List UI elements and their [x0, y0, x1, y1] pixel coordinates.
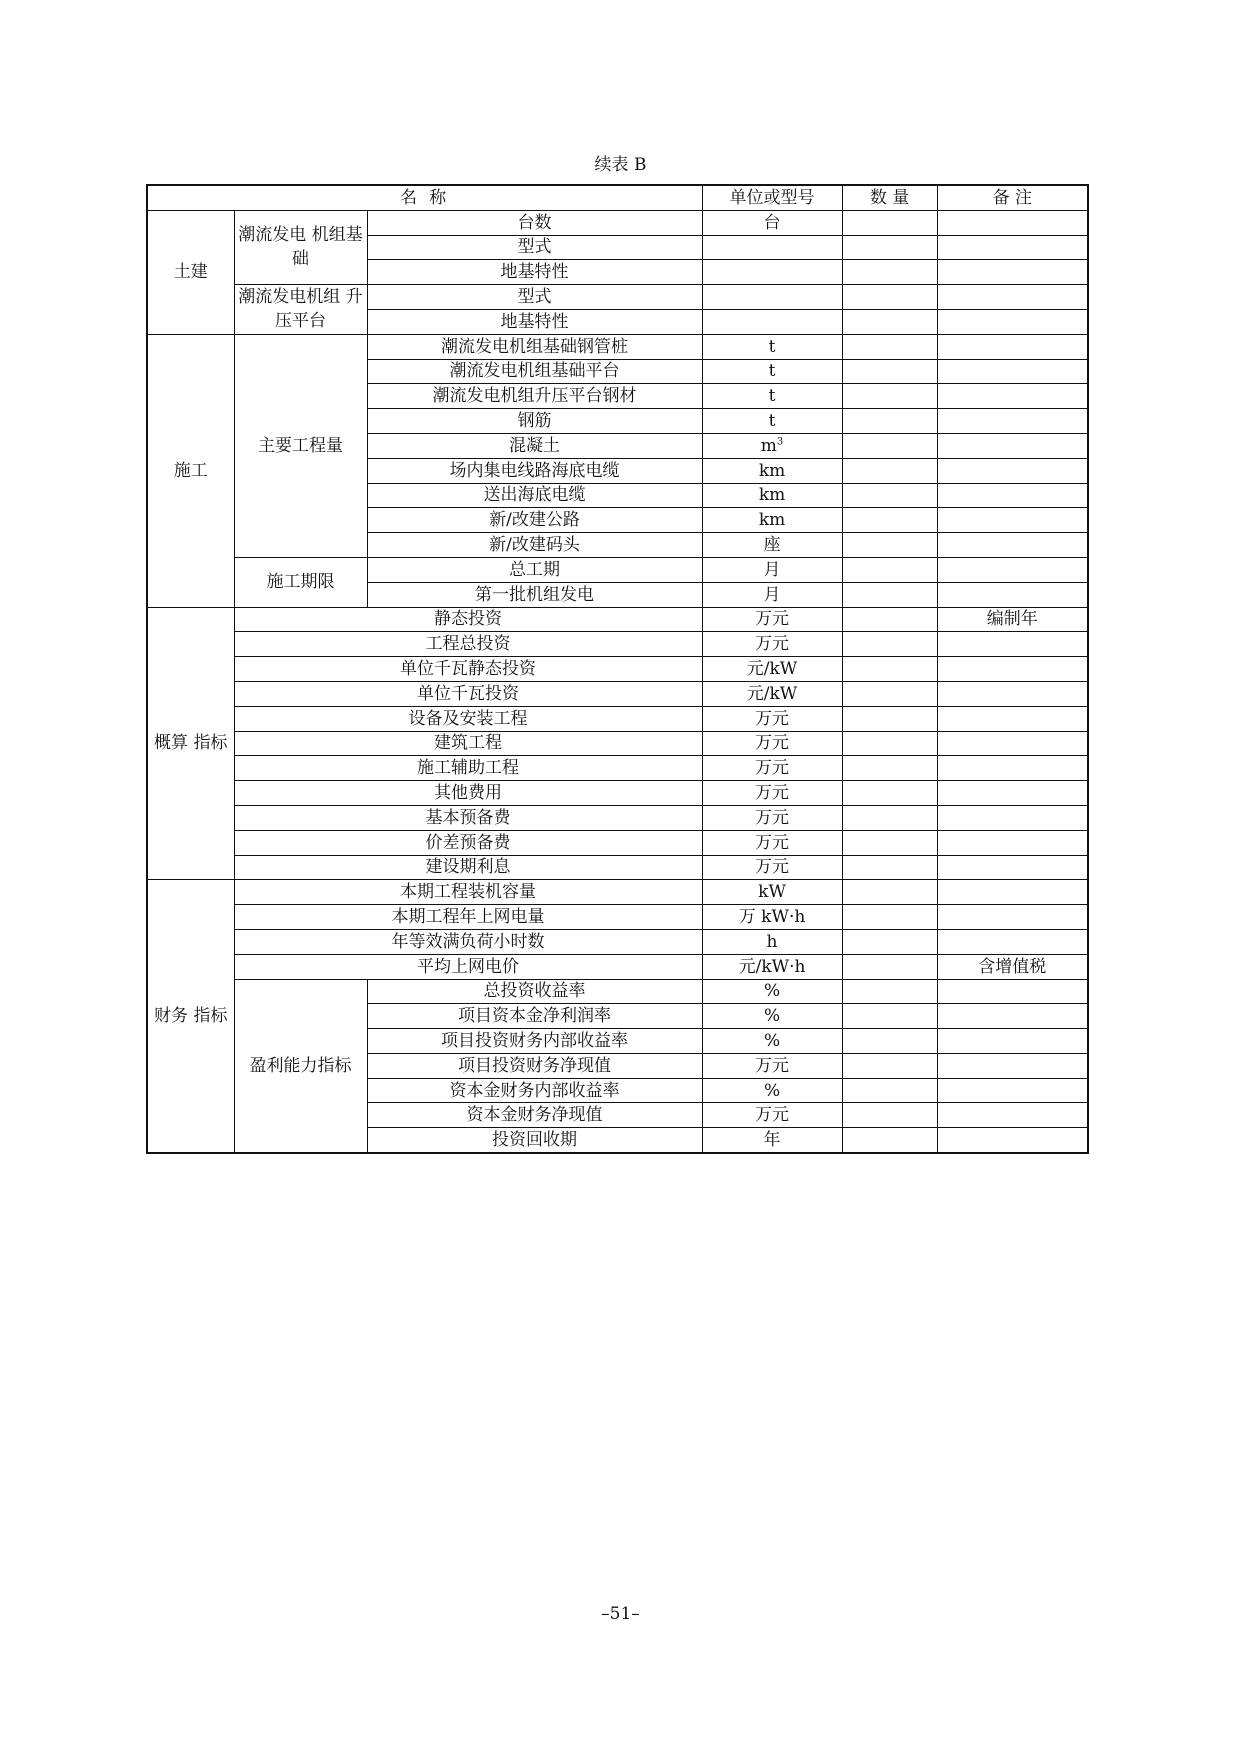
note-cell — [937, 756, 1088, 781]
unit-cell — [702, 235, 842, 260]
qty-cell — [842, 681, 937, 706]
unit-cell — [702, 905, 842, 930]
table-row — [147, 334, 1088, 359]
table-row — [147, 632, 1088, 657]
note-cell — [937, 409, 1088, 434]
note-cell — [937, 979, 1088, 1004]
qty-cell — [842, 359, 937, 384]
unit-cell — [702, 607, 842, 632]
header-note: 备 注 — [937, 185, 1088, 210]
group-label: 施工期限 — [234, 557, 367, 607]
table-row — [147, 905, 1088, 930]
table-row — [147, 954, 1088, 979]
item-name: 送出海底电缆 — [367, 483, 702, 508]
qty-cell — [842, 458, 937, 483]
unit-cell — [702, 433, 842, 458]
unit-text: t — [768, 386, 776, 407]
unit-cell — [702, 285, 842, 310]
unit-text: 万元 — [755, 1055, 790, 1076]
unit-cell — [702, 1004, 842, 1029]
note-cell — [937, 359, 1088, 384]
unit-cell — [702, 681, 842, 706]
note-cell — [937, 1053, 1088, 1078]
note-cell — [937, 805, 1088, 830]
note-cell: 编制年 — [937, 607, 1088, 632]
note-cell — [937, 582, 1088, 607]
table-row — [147, 285, 1088, 310]
note-cell — [937, 830, 1088, 855]
qty-cell — [842, 805, 937, 830]
unit-cell — [702, 582, 842, 607]
note-cell — [937, 657, 1088, 682]
item-name: 年等效满负荷小时数 — [234, 929, 702, 954]
unit-text: 月 — [763, 559, 781, 580]
unit-cell — [702, 309, 842, 334]
unit-text: 年 — [763, 1130, 781, 1151]
item-name: 本期工程装机容量 — [234, 880, 702, 905]
item-name: 建设期利息 — [234, 855, 702, 880]
unit-text: h — [766, 931, 778, 952]
note-cell — [937, 781, 1088, 806]
qty-cell — [842, 607, 937, 632]
unit-cell — [702, 483, 842, 508]
unit-text: 万 kW·h — [738, 907, 806, 927]
qty-cell — [842, 557, 937, 582]
unit-text: 万元 — [755, 807, 790, 828]
unit-cell — [702, 781, 842, 806]
qty-cell — [842, 235, 937, 260]
unit-cell — [702, 805, 842, 830]
qty-cell — [842, 979, 937, 1004]
table-row — [147, 756, 1088, 781]
unit-cell — [702, 880, 842, 905]
item-name: 型式 — [367, 235, 702, 260]
qty-cell — [842, 756, 937, 781]
note-cell — [937, 557, 1088, 582]
qty-cell — [842, 433, 937, 458]
unit-cell — [702, 508, 842, 533]
unit-cell — [702, 409, 842, 434]
unit-cell — [702, 533, 842, 558]
unit-cell — [702, 756, 842, 781]
qty-cell — [842, 830, 937, 855]
qty-cell — [842, 1128, 937, 1153]
item-name: 本期工程年上网电量 — [234, 905, 702, 930]
note-cell — [937, 706, 1088, 731]
section-label: 财务 指标 — [147, 880, 234, 1153]
unit-cell — [702, 384, 842, 409]
unit-superscript: 3 — [776, 436, 784, 448]
item-name: 第一批机组发电 — [367, 582, 702, 607]
unit-cell — [702, 855, 842, 880]
qty-cell — [842, 954, 937, 979]
unit-cell — [702, 1078, 842, 1103]
group-label: 潮流发电 机组基础 — [234, 210, 367, 284]
unit-cell — [702, 359, 842, 384]
unit-cell — [702, 632, 842, 657]
qty-cell — [842, 632, 937, 657]
header-unit: 单位或型号 — [702, 185, 842, 210]
qty-cell — [842, 657, 937, 682]
unit-cell — [702, 1103, 842, 1128]
unit-text: km — [758, 460, 786, 481]
unit-cell — [702, 458, 842, 483]
item-name: 项目投资财务内部收益率 — [367, 1029, 702, 1054]
item-name: 场内集电线路海底电缆 — [367, 458, 702, 483]
table-row — [147, 805, 1088, 830]
unit-cell — [702, 657, 842, 682]
table-row — [147, 979, 1088, 1004]
qty-cell — [842, 905, 937, 930]
item-name: 静态投资 — [234, 607, 702, 632]
unit-text: % — [763, 1080, 781, 1101]
page-number: –51– — [601, 1604, 640, 1624]
qty-cell — [842, 1078, 937, 1103]
note-cell — [937, 483, 1088, 508]
item-name: 新/改建公路 — [367, 508, 702, 533]
item-name: 地基特性 — [367, 260, 702, 285]
unit-text: 万元 — [755, 1105, 790, 1126]
qty-cell — [842, 731, 937, 756]
header-name: 名 称 — [147, 185, 702, 210]
group-label: 盈利能力指标 — [234, 979, 367, 1153]
unit-text: 元/kW·h — [738, 956, 806, 977]
table-row — [147, 657, 1088, 682]
item-name: 资本金财务内部收益率 — [367, 1078, 702, 1103]
note-cell — [937, 309, 1088, 334]
table-caption: 续表 B — [594, 155, 647, 175]
unit-text: % — [763, 1030, 781, 1051]
qty-cell — [842, 1103, 937, 1128]
unit-cell — [702, 830, 842, 855]
qty-cell — [842, 260, 937, 285]
item-name: 潮流发电机组基础钢管桩 — [367, 334, 702, 359]
item-name: 施工辅助工程 — [234, 756, 702, 781]
qty-cell — [842, 1004, 937, 1029]
item-name: 潮流发电机组升压平台钢材 — [367, 384, 702, 409]
note-cell — [937, 632, 1088, 657]
note-cell — [937, 260, 1088, 285]
item-name: 单位千瓦静态投资 — [234, 657, 702, 682]
unit-cell — [702, 929, 842, 954]
unit-text: 万元 — [755, 609, 790, 630]
item-name: 其他费用 — [234, 781, 702, 806]
unit-text: kW — [758, 882, 786, 903]
qty-cell — [842, 334, 937, 359]
item-name: 项目资本金净利润率 — [367, 1004, 702, 1029]
group-label: 潮流发电机组 升压平台 — [234, 285, 367, 335]
item-name: 地基特性 — [367, 309, 702, 334]
qty-cell — [842, 1053, 937, 1078]
item-name: 价差预备费 — [234, 830, 702, 855]
qty-cell — [842, 384, 937, 409]
note-cell — [937, 210, 1088, 235]
item-name: 新/改建码头 — [367, 533, 702, 558]
qty-cell — [842, 781, 937, 806]
qty-cell — [842, 309, 937, 334]
item-name: 资本金财务净现值 — [367, 1103, 702, 1128]
unit-text: km — [758, 510, 786, 531]
section-label: 概算 指标 — [147, 607, 234, 880]
table-row — [147, 830, 1088, 855]
item-name: 项目投资财务净现值 — [367, 1053, 702, 1078]
note-cell — [937, 1103, 1088, 1128]
qty-cell — [842, 533, 937, 558]
unit-text: t — [768, 361, 776, 382]
item-name: 平均上网电价 — [234, 954, 702, 979]
note-cell — [937, 1078, 1088, 1103]
table-row — [147, 781, 1088, 806]
unit-cell — [702, 557, 842, 582]
qty-cell — [842, 929, 937, 954]
unit-text: km — [758, 485, 786, 506]
table-row — [147, 210, 1088, 235]
item-name: 钢筋 — [367, 409, 702, 434]
table-row — [147, 731, 1088, 756]
item-name: 建筑工程 — [234, 731, 702, 756]
unit-cell — [702, 1128, 842, 1153]
note-cell — [937, 855, 1088, 880]
table-row — [147, 929, 1088, 954]
unit-text: % — [763, 1006, 781, 1027]
note-cell — [937, 533, 1088, 558]
item-name: 潮流发电机组基础平台 — [367, 359, 702, 384]
unit-text: 万元 — [755, 634, 790, 655]
unit-text: t — [768, 411, 776, 432]
item-name: 台数 — [367, 210, 702, 235]
unit-text: % — [763, 981, 781, 1002]
table-row — [147, 706, 1088, 731]
unit-text: 元/kW — [746, 659, 798, 680]
group-label: 主要工程量 — [234, 334, 367, 557]
note-cell — [937, 235, 1088, 260]
unit-text: 万元 — [755, 783, 790, 804]
note-cell — [937, 880, 1088, 905]
note-cell — [937, 929, 1088, 954]
unit-text: 万元 — [755, 832, 790, 853]
section-label: 施工 — [147, 334, 234, 607]
note-cell — [937, 1004, 1088, 1029]
table-row — [147, 855, 1088, 880]
header-row — [147, 185, 1088, 210]
qty-cell — [842, 210, 937, 235]
qty-cell — [842, 582, 937, 607]
unit-cell — [702, 706, 842, 731]
unit-cell — [702, 260, 842, 285]
unit-text: 万元 — [755, 857, 790, 878]
item-name: 混凝土 — [367, 433, 702, 458]
item-name: 型式 — [367, 285, 702, 310]
parameter-table — [146, 184, 1089, 1154]
note-cell — [937, 508, 1088, 533]
note-cell — [937, 334, 1088, 359]
item-name: 投资回收期 — [367, 1128, 702, 1153]
item-name: 总工期 — [367, 557, 702, 582]
table-row — [147, 681, 1088, 706]
item-name: 设备及安装工程 — [234, 706, 702, 731]
note-cell — [937, 384, 1088, 409]
table-row — [147, 557, 1088, 582]
unit-cell — [702, 210, 842, 235]
note-cell — [937, 905, 1088, 930]
note-cell — [937, 458, 1088, 483]
unit-cell — [702, 1029, 842, 1054]
table-row — [147, 880, 1088, 905]
unit-text: 万元 — [755, 708, 790, 729]
qty-cell — [842, 1029, 937, 1054]
unit-text: 台 — [763, 212, 781, 233]
item-name: 基本预备费 — [234, 805, 702, 830]
unit-cell — [702, 954, 842, 979]
unit-text: 万元 — [755, 733, 790, 754]
qty-cell — [842, 706, 937, 731]
item-name: 单位千瓦投资 — [234, 681, 702, 706]
unit-text: 元/kW — [746, 683, 798, 704]
note-cell — [937, 731, 1088, 756]
item-name: 总投资收益率 — [367, 979, 702, 1004]
note-cell — [937, 1128, 1088, 1153]
note-cell — [937, 285, 1088, 310]
unit-cell — [702, 731, 842, 756]
unit-text: t — [768, 336, 776, 357]
qty-cell — [842, 483, 937, 508]
item-name: 工程总投资 — [234, 632, 702, 657]
table-row — [147, 607, 1088, 632]
unit-cell — [702, 334, 842, 359]
qty-cell — [842, 285, 937, 310]
note-cell — [937, 681, 1088, 706]
unit-text: m — [760, 435, 777, 456]
qty-cell — [842, 508, 937, 533]
unit-cell — [702, 979, 842, 1004]
note-cell: 含增值税 — [937, 954, 1088, 979]
unit-text: 万元 — [755, 758, 790, 779]
unit-text: 月 — [763, 584, 781, 605]
note-cell — [937, 1029, 1088, 1054]
qty-cell — [842, 855, 937, 880]
note-cell — [937, 433, 1088, 458]
unit-text: 座 — [763, 535, 781, 556]
header-qty: 数 量 — [842, 185, 937, 210]
unit-cell — [702, 1053, 842, 1078]
section-label: 土建 — [147, 210, 234, 334]
qty-cell — [842, 409, 937, 434]
qty-cell — [842, 880, 937, 905]
